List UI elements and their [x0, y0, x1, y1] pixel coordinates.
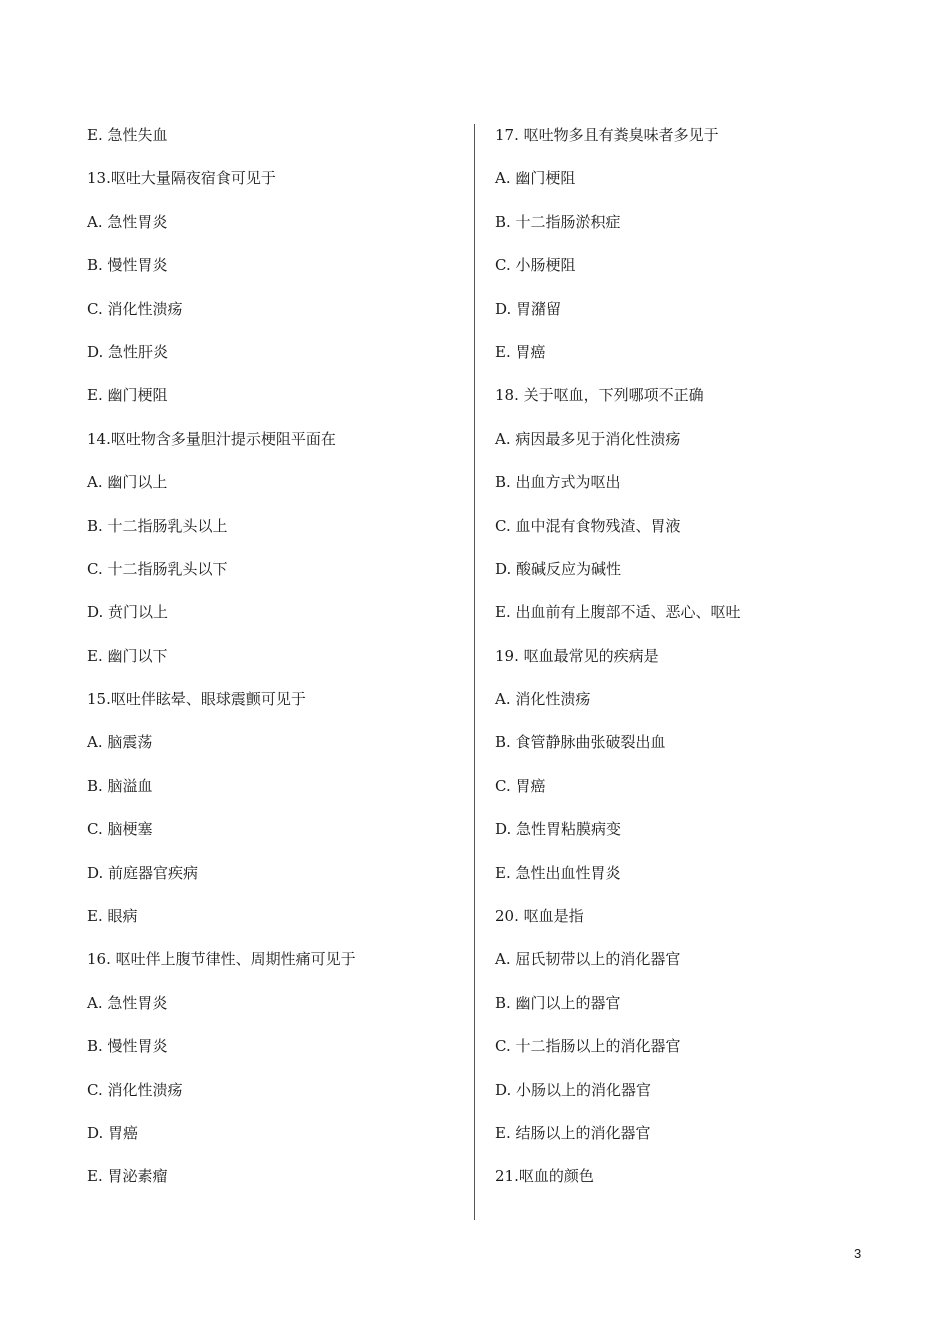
question-21: 21.呕血的颜色	[495, 1167, 594, 1186]
option-line: B. 十二指肠乳头以上	[87, 516, 228, 535]
question-16: 16. 呕吐伴上腹节律性、周期性痛可见于	[87, 950, 356, 969]
option-line: E. 胃泌素瘤	[87, 1167, 168, 1186]
question-18: 18. 关于呕血，下列哪项不正确	[495, 386, 704, 405]
left-column	[87, 114, 457, 1199]
option-line: B. 出血方式为呕出	[495, 473, 621, 492]
option-line: A. 幽门梗阻	[495, 169, 576, 188]
option-line: D. 急性肝炎	[87, 342, 169, 361]
option-line: E. 幽门梗阻	[87, 386, 168, 405]
option-line: E. 幽门以下	[87, 646, 168, 665]
option-line: C. 十二指肠乳头以下	[87, 559, 228, 578]
text-line: E. 急性失血	[87, 126, 168, 144]
option-line: B. 幽门以上的器官	[495, 993, 621, 1012]
option-line: B. 十二指肠淤积症	[495, 212, 621, 231]
option-line: C. 胃癌	[495, 776, 546, 795]
option-line: C. 小肠梗阻	[495, 256, 576, 275]
option-line: D. 前庭器官疾病	[87, 863, 199, 882]
option-line: E. 结肠以上的消化器官	[495, 1123, 651, 1142]
option-line: A. 急性胃炎	[87, 993, 168, 1012]
page-number: 3	[854, 1246, 862, 1261]
question-17: 17. 呕吐物多且有粪臭味者多见于	[495, 126, 719, 144]
question-15: 15.呕吐伴眩晕、眼球震颤可见于	[87, 690, 306, 709]
option-line: A. 病因最多见于消化性溃疡	[495, 429, 681, 448]
column-divider	[474, 124, 475, 1220]
option-line: D. 酸碱反应为碱性	[495, 559, 622, 578]
option-line: A. 脑震荡	[87, 733, 153, 752]
option-line: C. 脑梗塞	[87, 820, 153, 839]
option-line: A. 幽门以上	[87, 473, 168, 492]
option-line: B. 脑溢血	[87, 776, 153, 795]
option-line: D. 急性胃粘膜病变	[495, 820, 622, 839]
option-line: C. 血中混有食物残渣、胃液	[495, 516, 681, 535]
option-line: D. 小肠以上的消化器官	[495, 1080, 652, 1099]
option-line: B. 食管静脉曲张破裂出血	[495, 733, 666, 752]
question-14: 14.呕吐物含多量胆汁提示梗阻平面在	[87, 429, 336, 448]
option-line: E. 急性出血性胃炎	[495, 863, 621, 882]
option-line: C. 消化性溃疡	[87, 1080, 183, 1099]
option-line: E. 胃癌	[495, 342, 546, 361]
option-line: C. 十二指肠以上的消化器官	[495, 1037, 681, 1056]
option-line: D. 胃潴留	[495, 299, 562, 318]
option-line: B. 慢性胃炎	[87, 1037, 168, 1056]
option-line: E. 出血前有上腹部不适、恶心、呕吐	[495, 603, 741, 622]
option-line: A. 消化性溃疡	[495, 690, 591, 709]
right-column	[495, 114, 895, 1199]
option-line: A. 屈氏韧带以上的消化器官	[495, 950, 681, 969]
option-line: E. 眼病	[87, 907, 138, 926]
option-line: D. 贲门以上	[87, 603, 169, 622]
question-13: 13.呕吐大量隔夜宿食可见于	[87, 169, 276, 188]
option-line: C. 消化性溃疡	[87, 299, 183, 318]
option-line: D. 胃癌	[87, 1123, 139, 1142]
option-line: B. 慢性胃炎	[87, 256, 168, 275]
option-line: A. 急性胃炎	[87, 212, 168, 231]
question-19: 19. 呕血最常见的疾病是	[495, 646, 659, 665]
question-20: 20. 呕血是指	[495, 907, 584, 926]
